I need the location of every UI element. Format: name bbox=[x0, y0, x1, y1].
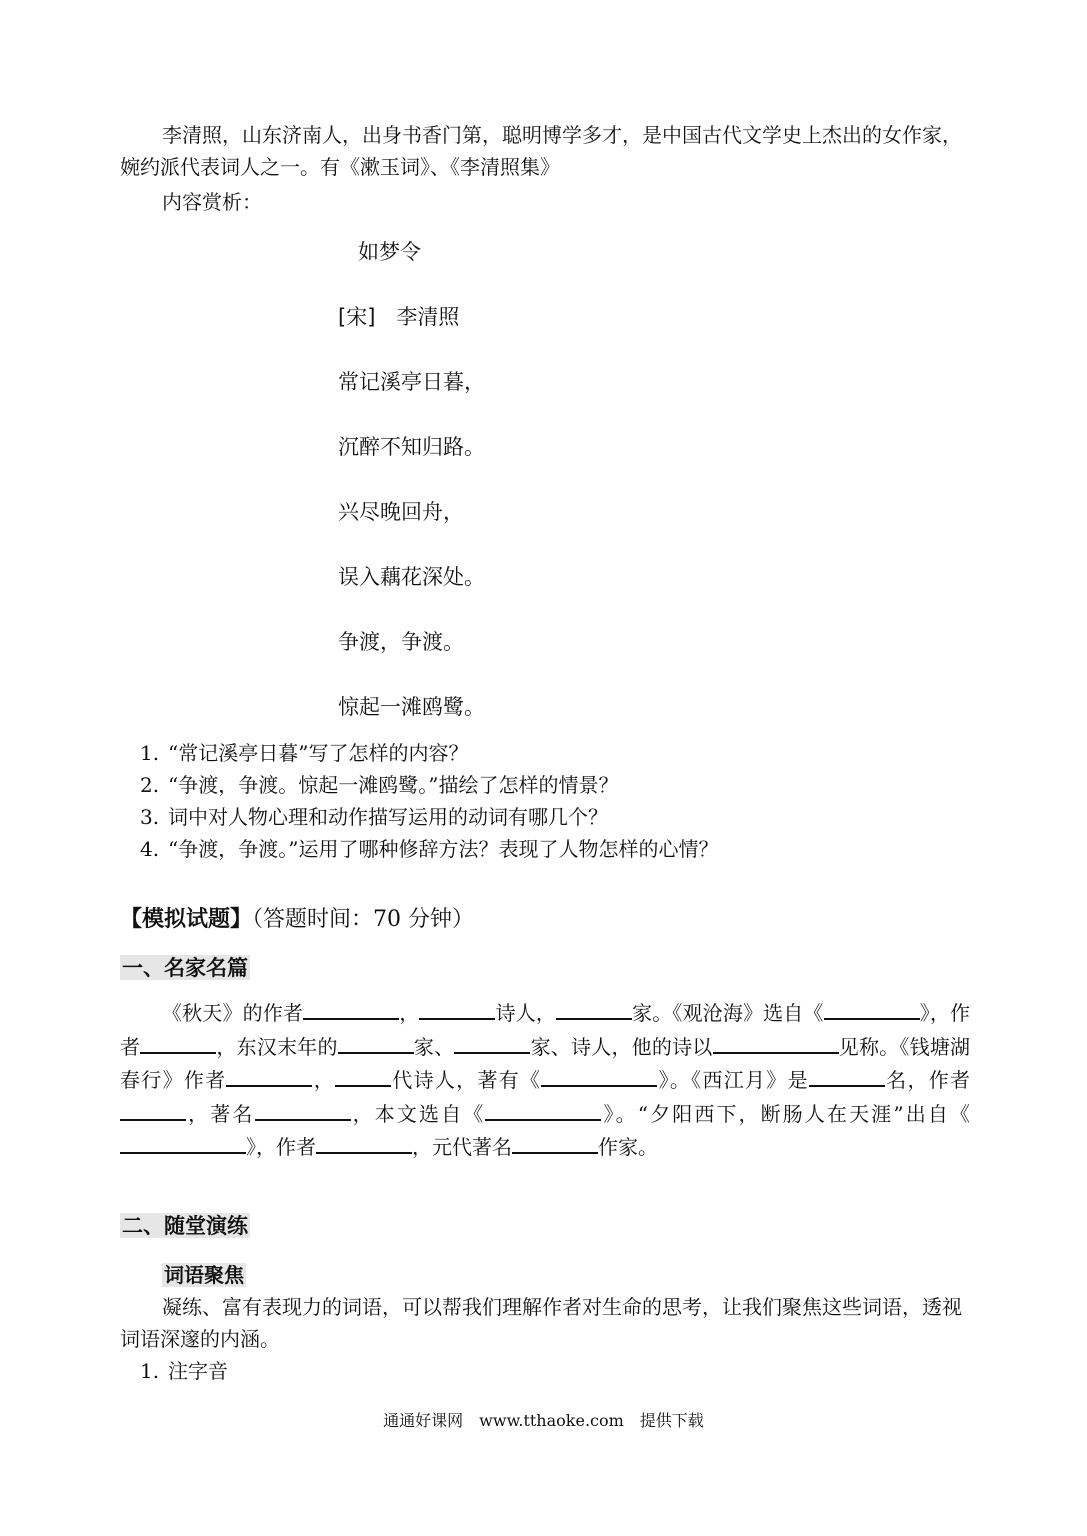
answer-blank[interactable] bbox=[120, 1097, 186, 1121]
poem-line: 沉醉不知归路。 bbox=[338, 435, 485, 459]
fill-text: ，著名 bbox=[186, 1101, 255, 1126]
fill-text: ，本文选自《 bbox=[350, 1101, 486, 1126]
fill-text: 名，作者 bbox=[884, 1068, 971, 1092]
page-footer: 通通好课网 www.tthaoke.com 提供下载 bbox=[383, 1411, 704, 1430]
exercise-item bbox=[140, 1356, 228, 1386]
poem-author: [宋] 李清照 bbox=[338, 305, 460, 329]
word-focus-heading: 词语聚焦 bbox=[164, 1263, 244, 1287]
answer-blank[interactable] bbox=[120, 1130, 246, 1154]
fill-text: ， bbox=[312, 1068, 336, 1092]
answer-blank[interactable] bbox=[556, 996, 632, 1020]
answer-blank[interactable] bbox=[541, 1063, 657, 1087]
fill-text: 代诗人，著有《 bbox=[391, 1068, 542, 1092]
poem-line: 兴尽晚回舟， bbox=[338, 500, 464, 524]
question-number: 2. bbox=[140, 773, 160, 797]
question-text: 词中对人物心理和动作描写运用的动词有哪几个？ bbox=[168, 805, 608, 829]
question-item bbox=[140, 802, 608, 832]
fill-text: ， bbox=[399, 1001, 420, 1025]
answer-blank[interactable] bbox=[824, 996, 920, 1020]
answer-blank[interactable] bbox=[809, 1063, 885, 1087]
answer-blank[interactable] bbox=[226, 1063, 312, 1087]
section2-heading: 二、随堂演练 bbox=[122, 1213, 248, 1238]
fill-text: 》，作者 bbox=[246, 1135, 316, 1159]
fill-text: 《秋天》的作者 bbox=[162, 1001, 304, 1025]
author-bio: 李清照，山东济南人，出身书香门第，聪明博学多才，是中国古代文学史上杰出的女作家，婉约派代表词人之一。有《漱玉词》、《李清照集》 bbox=[120, 123, 962, 179]
fill-text: 》。“夕阳西下，断肠人在天涯”出自《 bbox=[601, 1101, 971, 1126]
answer-blank[interactable] bbox=[303, 996, 399, 1020]
section-heading bbox=[120, 1210, 250, 1240]
exam-heading bbox=[120, 902, 474, 933]
fill-text: 见称。《钱塘湖春行》作者 bbox=[120, 1034, 971, 1092]
answer-blank[interactable] bbox=[454, 1030, 530, 1054]
fill-text: 家、 bbox=[413, 1034, 455, 1059]
answer-blank[interactable] bbox=[255, 1097, 351, 1121]
fill-text: 家、诗人，他的诗以 bbox=[530, 1034, 713, 1059]
answer-blank[interactable] bbox=[485, 1097, 601, 1121]
answer-blank[interactable] bbox=[338, 1030, 414, 1054]
question-number: 4. bbox=[140, 837, 160, 861]
fill-text: 》。《西江月》是 bbox=[657, 1068, 809, 1092]
question-item bbox=[140, 738, 468, 768]
answer-blank[interactable] bbox=[512, 1130, 598, 1154]
fill-text: ，元代著名 bbox=[412, 1135, 512, 1159]
appreciation-label: 内容赏析： bbox=[162, 190, 262, 214]
section-heading bbox=[120, 952, 250, 982]
fill-text: 家。《观沧海》选自《 bbox=[631, 1001, 824, 1025]
answer-blank[interactable] bbox=[335, 1063, 391, 1087]
question-text: “争渡，争渡。”运用了哪种修辞方法？表现了人物怎样的心情？ bbox=[168, 837, 719, 861]
poem-title: 如梦令 bbox=[358, 240, 421, 264]
answer-blank[interactable] bbox=[140, 1030, 216, 1054]
question-number: 1. bbox=[140, 741, 160, 765]
question-text: “常记溪亭日暮”写了怎样的内容？ bbox=[168, 741, 469, 765]
answer-blank[interactable] bbox=[316, 1130, 412, 1154]
subsection-heading bbox=[162, 1259, 246, 1288]
question-item bbox=[140, 770, 618, 800]
question-item bbox=[140, 834, 718, 864]
exam-title: 【模拟试题】 bbox=[120, 906, 253, 932]
fill-text: ，东汉末年的 bbox=[216, 1034, 338, 1059]
fill-text: 诗人， bbox=[495, 1001, 556, 1025]
answer-blank[interactable] bbox=[419, 996, 495, 1020]
question-text: “争渡，争渡。惊起一滩鸥鹭。”描绘了怎样的情景？ bbox=[168, 773, 619, 797]
exercise-number: 1. bbox=[140, 1359, 160, 1383]
poem-line: 误入藕花深处。 bbox=[338, 565, 485, 589]
poem-line: 争渡，争渡。 bbox=[338, 630, 464, 654]
fill-text: 作家。 bbox=[598, 1135, 658, 1159]
fill-in-paragraph bbox=[120, 996, 970, 1164]
exercise-text: 注字音 bbox=[168, 1359, 228, 1383]
poem-line: 常记溪亭日暮， bbox=[338, 370, 485, 394]
poem-line: 惊起一滩鸥鹭。 bbox=[338, 695, 485, 719]
exam-time-note: （答题时间：70 分钟） bbox=[252, 907, 475, 932]
section1-heading: 一、名家名篇 bbox=[122, 955, 248, 980]
answer-blank[interactable] bbox=[713, 1030, 839, 1054]
section2-paragraph: 凝练、富有表现力的词语，可以帮我们理解作者对生命的思考，让我们聚焦这些词语，透视词语深邃的内涵。 bbox=[120, 1295, 962, 1351]
question-number: 3. bbox=[140, 805, 160, 829]
fill-text: 》，作者 bbox=[120, 1001, 971, 1059]
